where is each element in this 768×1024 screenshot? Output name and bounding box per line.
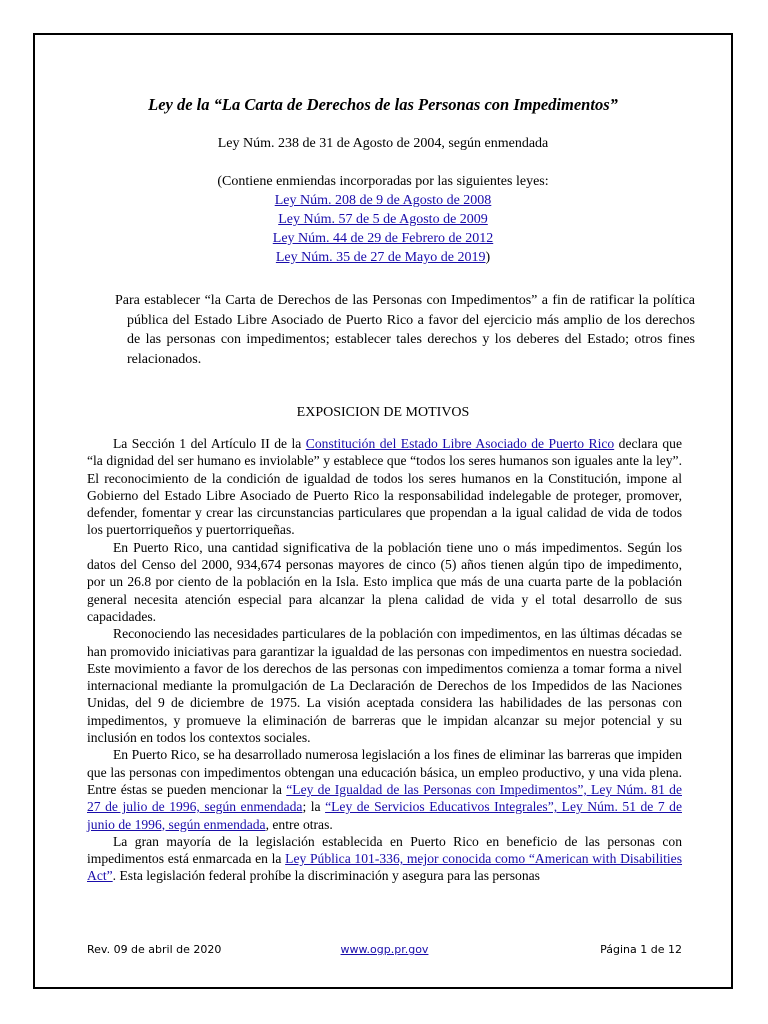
section-heading: EXPOSICION DE MOTIVOS bbox=[296, 405, 470, 420]
amendments-intro: (Contiene enmiendas incorporadas por las siguientes leyes: bbox=[217, 174, 549, 189]
document-page bbox=[33, 33, 733, 989]
revision-date: Rev. 09 de abril de 2020 bbox=[87, 943, 222, 956]
page-footer bbox=[87, 943, 682, 961]
ley-igualdad-link[interactable]: “Ley de Igualdad de las Personas con Impedimentos”, Ley Núm. 81 de 27 de julio de 1996, según enmendada bbox=[87, 781, 682, 815]
paragraph-2: En Puerto Rico, una cantidad significativa de la población tiene uno o más impedimentos. Según los datos del Censo del 2000, 934,674 personas mayores de cinco (5) años tienen algún tipo de impedimento, por un 26.8 por ciento de la población en la Isla. Esto implica que más de una cuarta parte de la población general necesita atención especial para alcanzar la plena calidad de vida y el total desarrollo de sus capacidades. bbox=[87, 539, 682, 624]
amendments-block bbox=[35, 172, 731, 267]
amendment-link-2012[interactable]: Ley Núm. 44 de 29 de Febrero de 2012 bbox=[272, 231, 494, 246]
purpose-paragraph: Para establecer “la Carta de Derechos de las Personas con Impedimentos” a fin de ratificar la política pública del Estado Libre Asociado de Puerto Rico a favor del ejercicio más amplio de los derechos de las personas con impedimentos; establecer tales derechos y los deberes del Estado; otros fines relacionados. bbox=[115, 293, 695, 367]
paragraph-1: La Sección 1 del Artículo II de la Constitución del Estado Libre Asociado de Puerto Rico declara que “la dignidad del ser humano es inviolable” y establece que “todos los seres humanos son iguales ante la ley”. El reconocimiento de la condición de igualdad de todos los seres humanos en la Constitución, impone al Gobierno del Estado Libre Asociado de Puerto Rico la responsabilidad indelegable de proteger, promover, defender, fomentar y crear las circunstancias particulares que propendan a la igual calidad de vida de todos los puertorriqueños y puertorriqueñas. bbox=[87, 436, 682, 538]
page-number: Página 1 de 12 bbox=[600, 943, 682, 956]
amendment-link-2019[interactable]: Ley Núm. 35 de 27 de Mayo de 2019 bbox=[275, 250, 486, 265]
document-title: Ley de la “La Carta de Derechos de las Personas con Impedimentos” bbox=[148, 95, 618, 114]
amendment-link-2008[interactable]: Ley Núm. 208 de 9 de Agosto de 2008 bbox=[274, 193, 492, 208]
website-link[interactable]: www.ogp.pr.gov bbox=[340, 943, 429, 956]
paragraph-4: En Puerto Rico, se ha desarrollado numerosa legislación a los fines de eliminar las barreras que impiden que las personas con impedimentos obtengan una educación básica, un empleo productivo, y una vida plena. Entre éstas se pueden mencionar la “Ley de Igualdad de las Personas con Impedimentos”, Ley Núm. 81 de 27 de julio de 1996, según enmendada; la “Ley de Servicios Educativos Integrales”, Ley Núm. 51 de 7 de junio de 1996, según enmendada, entre otras. bbox=[87, 747, 682, 832]
paragraph-3: Reconociendo las necesidades particulares de la población con impedimentos, en las últimas décadas se han promovido iniciativas para garantizar la igualdad de las personas con impedimentos en nuestra sociedad. Este movimiento a favor de los derechos de las personas con impedimentos comienza a tomar forma a nivel internacional mediante la promulgación de La Declaración de Derechos de los Impedidos de las Naciones Unidas, del 9 de diciembre de 1975. La visión aceptada considera las habilidades de las personas con impedimentos, y promueve la eliminación de barreras que le impidan alcanzar su mejor potencial y su inclusión en todos los contextos sociales. bbox=[87, 626, 682, 746]
law-subtitle: Ley Núm. 238 de 31 de Agosto de 2004, según enmendada bbox=[217, 136, 549, 151]
ley-servicios-educativos-link[interactable]: “Ley de Servicios Educativos Integrales”, Ley Núm. 51 de 7 de junio de 1996, según enmendada bbox=[87, 799, 682, 832]
document-body bbox=[87, 435, 682, 885]
ada-link[interactable]: Ley Pública 101-336, mejor conocida como “American with Disabilities Act” bbox=[87, 851, 682, 884]
paragraph-5: La gran mayoría de la legislación establecida en Puerto Rico en beneficio de las personas con impedimentos está enmarcada en la Ley Pública 101-336, mejor conocida como “American with Disabilities Act”. Esta legislación federal prohíbe la discriminación y asegura para las personas bbox=[87, 833, 682, 884]
amendments-close: ) bbox=[485, 250, 491, 265]
constitution-link[interactable]: Constitución del Estado Libre Asociado de Puerto Rico bbox=[305, 436, 615, 451]
amendment-link-2009[interactable]: Ley Núm. 57 de 5 de Agosto de 2009 bbox=[278, 212, 488, 227]
